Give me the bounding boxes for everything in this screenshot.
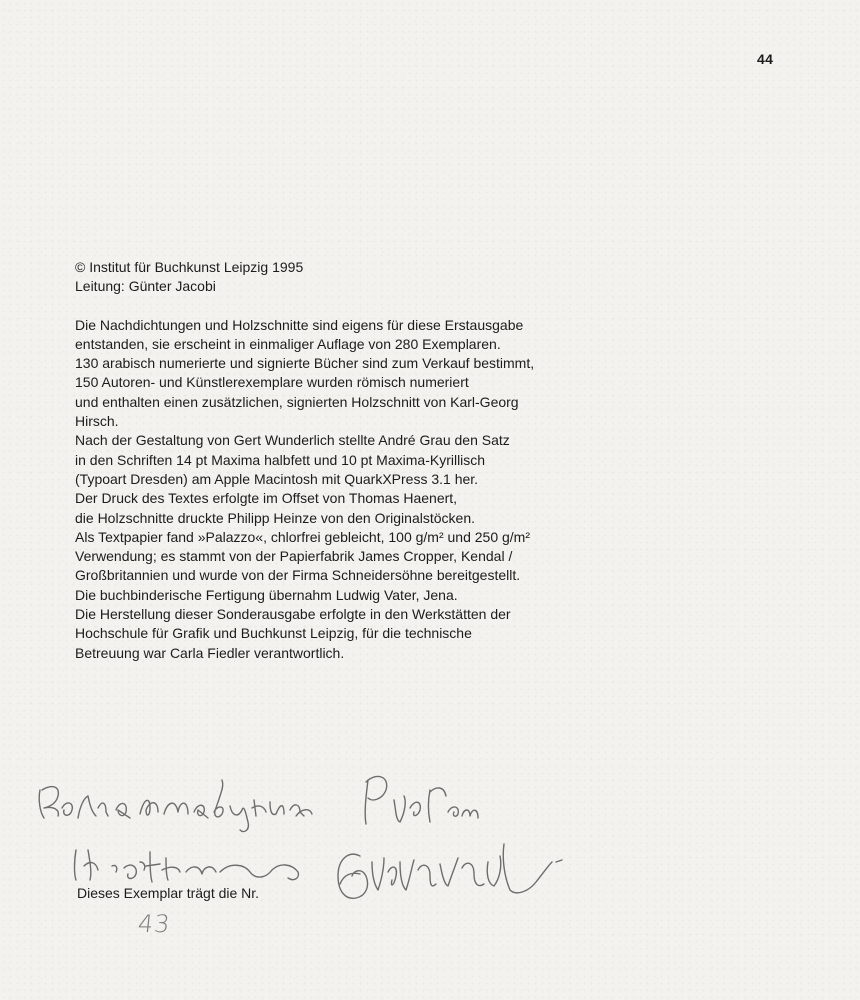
imprint-line: Hochschule für Grafik und Buchkunst Leipzig, für die technische bbox=[75, 625, 472, 642]
page-number: 44 bbox=[757, 51, 774, 67]
imprint-line: Der Druck des Textes erfolgte im Offset von Thomas Haenert, bbox=[75, 490, 458, 507]
imprint-line: die Holzschnitte druckte Philipp Heinze von den Originalstöcken. bbox=[75, 509, 475, 526]
imprint-line: 150 Autoren- und Künstlerexemplare wurden römisch numeriert bbox=[75, 374, 469, 391]
director-line: Leitung: Günter Jacobi bbox=[75, 278, 216, 295]
imprint-line: Die Nachdichtungen und Holzschnitte sind eigens für diese Erstausgabe bbox=[75, 316, 524, 333]
imprint-line: Als Textpapier fand »Palazzo«, chlorfrei gebleicht, 100 g/m² und 250 g/m² bbox=[75, 528, 530, 545]
imprint-line: Verwendung; es stammt von der Papierfabrik James Cropper, Kendal / bbox=[75, 548, 513, 565]
imprint-line: (Typoart Dresden) am Apple Macintosh mit QuarkXPress 3.1 her. bbox=[75, 470, 479, 487]
imprint-line: Die buchbinderische Fertigung übernahm Ludwig Vater, Jena. bbox=[75, 586, 458, 603]
imprint-line: Die Herstellung dieser Sonderausgabe erfolgte in den Werkstätten der bbox=[75, 606, 511, 623]
signature-akhmadulina bbox=[39, 780, 312, 832]
signature-lower-right bbox=[338, 844, 562, 898]
imprint-line: Nach der Gestaltung von Gert Wunderlich stellte André Grau den Satz bbox=[75, 432, 510, 449]
imprint-line: und enthalten einen zusätzlichen, signierten Holzschnitt von Karl-Georg bbox=[75, 393, 519, 410]
copy-number-label: Dieses Exemplar trägt die Nr. bbox=[77, 885, 260, 901]
imprint-line: 130 arabisch numerierte und signierte Bücher sind zum Verkauf bestimmt, bbox=[75, 355, 535, 372]
copyright-line: © Institut für Buchkunst Leipzig 1995 bbox=[75, 259, 304, 275]
imprint-line: in den Schriften 14 pt Maxima halbfett und 10 pt Maxima-Kyrillisch bbox=[75, 451, 486, 468]
imprint-line: Hirsch. bbox=[75, 413, 119, 430]
handwritten-copy-number: 43 bbox=[136, 910, 173, 938]
signature-upper-right bbox=[365, 776, 478, 824]
imprint-block bbox=[75, 258, 595, 663]
imprint-line: Großbritannien und wurde von der Firma Schneidersöhne bereitgestellt. bbox=[75, 567, 521, 584]
signature-lower-left bbox=[75, 850, 299, 882]
paragraph-gap bbox=[75, 297, 595, 316]
imprint-line: entstanden, sie erscheint in einmaliger Auflage von 280 Exemplaren. bbox=[75, 335, 501, 352]
imprint-line: Betreuung war Carla Fiedler verantwortlich. bbox=[75, 644, 345, 661]
